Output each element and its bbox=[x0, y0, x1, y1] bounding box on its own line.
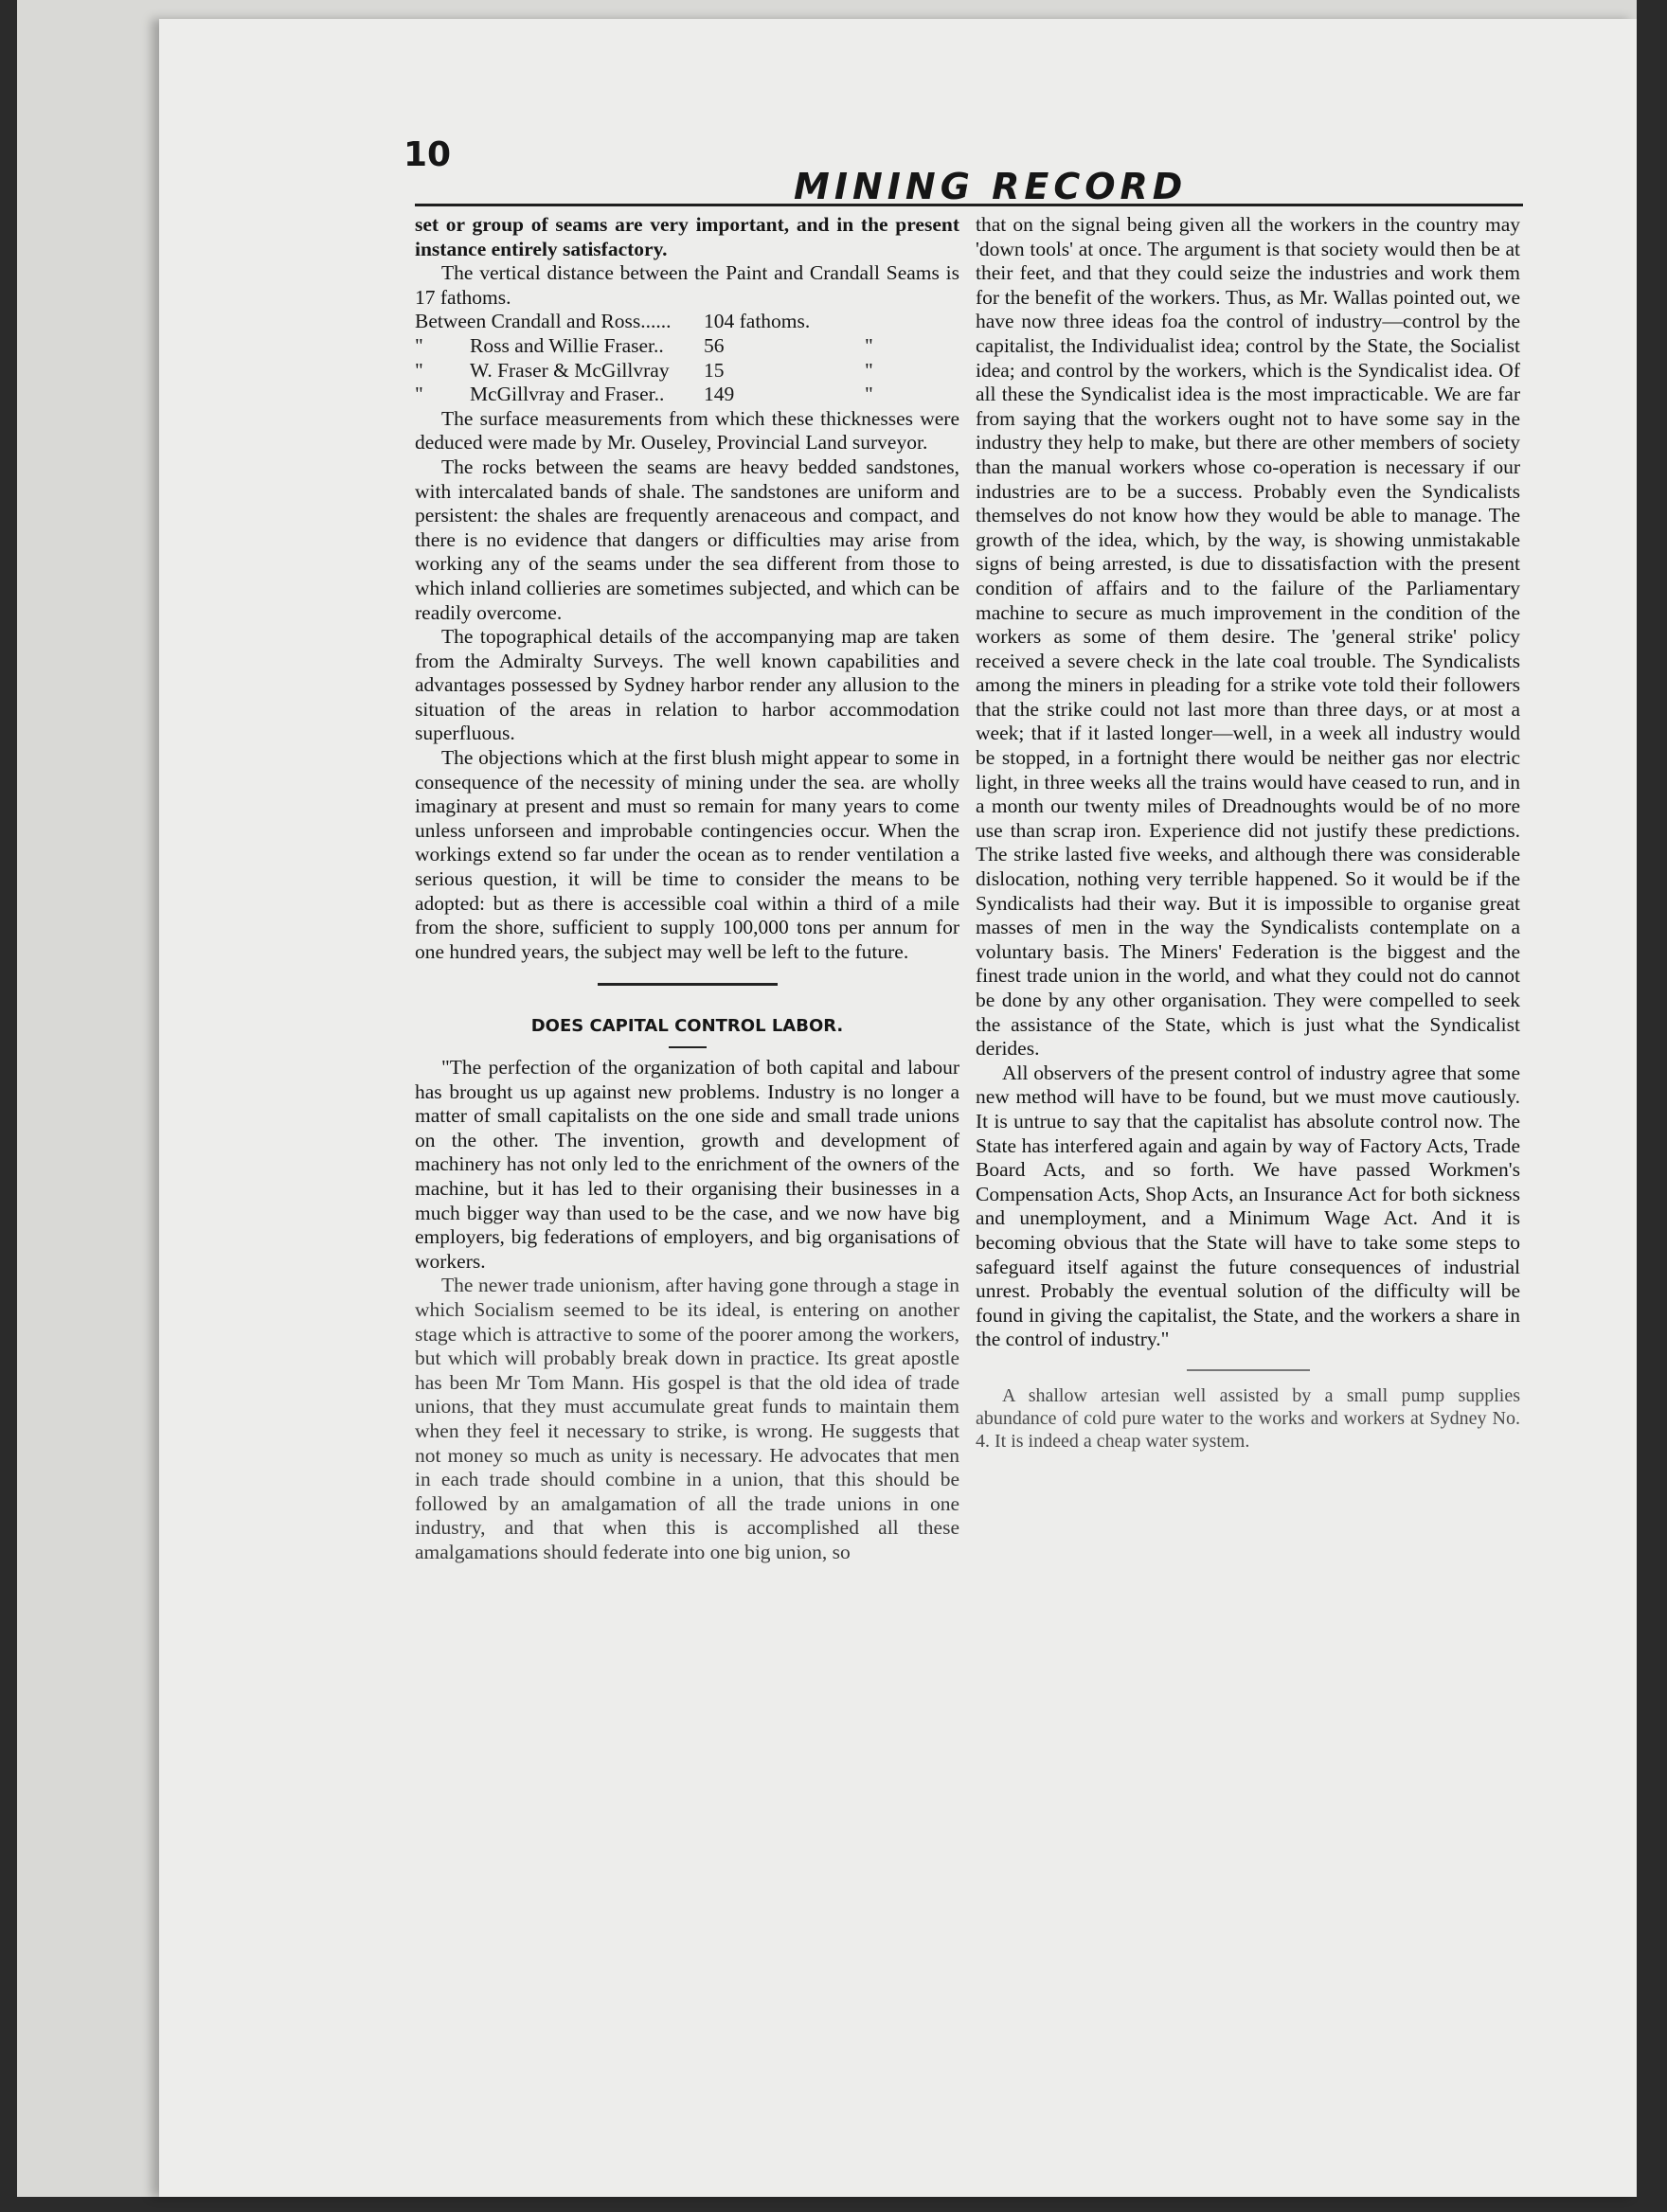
paragraph: set or group of seams are very important, and in the present instance entirely satisfactory. bbox=[415, 213, 959, 260]
left-column bbox=[415, 213, 959, 1564]
seam-pair: Ross and Willie Fraser.. bbox=[470, 333, 664, 357]
ditto-mark: " bbox=[415, 383, 423, 406]
header-rule bbox=[415, 204, 1523, 206]
seam-distance: 56 bbox=[704, 333, 725, 357]
ditto-mark: " bbox=[865, 383, 873, 406]
page-number: 10 bbox=[403, 135, 452, 174]
seam-distance: 15 bbox=[704, 358, 725, 382]
section-heading: DOES CAPITAL CONTROL LABOR. bbox=[530, 1016, 844, 1037]
section-separator bbox=[598, 983, 778, 986]
ditto-mark: " bbox=[865, 333, 873, 357]
paragraph: that on the signal being given all the workers in the country may 'down tools' at once. The argument is that society would then be at their feet, and that they could seize the industries and work them for the benefit of the workers. Thus, as Mr. Wallas pointed out, we have now three ideas foa the control of industry—control by the capitalist, the Individualist idea; control by the State, the Socialist idea; and control by the workers, which is the Syndicalist idea. Of all these the Syndicalist idea is the most impracticable. We are far from saying that the workers ought not to have some say in the industry they help to make, but there are other members of society than the manual workers whose co-operation is necessary if our industries are to be a success. Probably even the Syndicalists themselves do not know how they would be able to manage. The growth of the idea, which, by the way, is showing unmistakable signs of being arrested, is due to dissatisfaction with the present condition of affairs and to the failure of the Parliamentary machine to secure as much improvement in the condition of the workers as some of them desire. The 'general strike' policy received a severe check in the late coal trouble. The Syndicalists among the miners in pleading for a strike vote told their followers that the strike could not last more than three days, or at most a week; that if it lasted longer—well, in a week all industry would be stopped, in a fortnight there would be neither gas nor electric light, in three weeks all the trains would have ceased to run, and in a month our twenty miles of Dreadnoughts would be of no more use than scrap iron. Experience did not justify these predictions. The strike lasted five weeks, and although there was considerable dislocation, nothing very terrible happened. So it would be if the Syndicalists had their way. But it is impossible to organise great masses of men in the way the Syndicalists contemplate on a voluntary basis. The Miners' Federation is the biggest and the finest trade union in the world, and what they could not do cannot be done by any other organisation. They were compelled to seek the assistance of the State, which is just what the Syndicalist derides. bbox=[976, 213, 1520, 1061]
ditto-mark: " bbox=[865, 358, 873, 382]
paragraph: The objections which at the first blush might appear to some in consequence of the necessity of mining under the sea. are wholly imaginary at present and must so remain for many years to come unless unforseen and improbable contingencies occur. When the workings extend so far under the ocean as to render ventilation a serious question, it will be time to consider the means to be adopted: but as there is accessible coal within a third of a mile from the shore, sufficient to supply 100,000 tons per annum for one hundred years, the subject may well be left to the future. bbox=[415, 746, 959, 963]
seam-distance-table bbox=[415, 310, 959, 406]
page-stack bbox=[17, 0, 1637, 2197]
table-row bbox=[415, 359, 959, 384]
paragraph: The topographical details of the accompanying map are taken from the Admiralty Surveys. The well known capabilities and advantages possessed by Sydney harbor render any allusion to the situation of the areas in relation to harbor accommodation superfluous. bbox=[415, 625, 959, 745]
paragraph: "The perfection of the organization of both capital and labour has brought us up against new problems. Industry is no longer a matter of small capitalists on the one side and small trade unions on the other. The invention, growth and development of machinery has not only led to the enrichment of the owners of the machine, but it has led to their organising their businesses in a much bigger way than used to be the case, and we now have big employers, big federations of employers, and big organisations of workers. bbox=[415, 1056, 959, 1273]
table-row bbox=[415, 383, 959, 407]
right-column bbox=[976, 213, 1520, 1453]
section-separator bbox=[1187, 1369, 1310, 1371]
paragraph: All observers of the present control of industry agree that some new method will have to be found, but we must move cautiously. It is untrue to say that the capitalist has absolute control now. The State has interfered again and again by way of Factory Acts, Trade Board Acts, and so forth. We have passed Workmen's Compensation Acts, Shop Acts, an Insurance Act for both sickness and unemployment, and a Minimum Wage Act. And it is becoming obvious that the State will have to take some steps to safeguard itself against the future consequences of industrial unrest. Probably the eventual solution of the difficulty will be found in giving the capitalist, the State, and the workers a share in the control of industry." bbox=[976, 1061, 1520, 1351]
news-note: A shallow artesian well assisted by a small pump supplies abundance of cold pure water to the works and workers at Sydney No. 4. It is indeed a cheap water system. bbox=[976, 1384, 1520, 1452]
seam-distance: 149 bbox=[704, 383, 735, 406]
seam-pair: Between Crandall and Ross...... bbox=[415, 310, 672, 333]
seam-pair: W. Fraser & McGillvray bbox=[470, 358, 670, 382]
table-row bbox=[415, 334, 959, 359]
paragraph: The rocks between the seams are heavy bedded sandstones, with intercalated bands of shale. The sandstones are uniform and persistent: the shales are frequently arenaceous and compact, and there is no evidence that dangers or difficulties may arise from working any of the seams under the sea different from those to which inland collieries are sometimes subjected, and which can be readily overcome. bbox=[415, 455, 959, 624]
page-content bbox=[396, 109, 1533, 2097]
paragraph: The newer trade unionism, after having gone through a stage in which Socialism seemed to be its ideal, is entering on another stage which is attractive to some of the poorer among the workers, but which will probably break down in practice. Its great apostle has been Mr Tom Mann. His gospel is that the old idea of trade unions, that they must accumulate great funds to maintain them when they feel it necessary to strike, is wrong. He suggests that not money so much as unity is necessary. He advocates that men in each trade should combine in a union, that this should be followed by an amalgamation of all the trade unions in one industry, and that when this is accomplished all these amalgamations should federate into one big union, so bbox=[415, 1274, 959, 1563]
journal-title: MINING RECORD bbox=[794, 166, 1188, 207]
ditto-mark bbox=[865, 310, 959, 334]
seam-distance: 104 fathoms. bbox=[704, 310, 811, 333]
paragraph: The vertical distance between the Paint and Crandall Seams is 17 fathoms. bbox=[415, 261, 959, 309]
seam-pair: McGillvray and Fraser.. bbox=[470, 383, 665, 406]
ditto-mark: " bbox=[415, 333, 423, 357]
page bbox=[159, 19, 1637, 2197]
paragraph: The surface measurements from which these thicknesses were deduced were made by Mr. Ouseley, Provincial Land surveyor. bbox=[415, 406, 959, 455]
ditto-mark: " bbox=[415, 358, 423, 382]
table-row bbox=[415, 310, 959, 334]
heading-dash bbox=[669, 1046, 707, 1048]
